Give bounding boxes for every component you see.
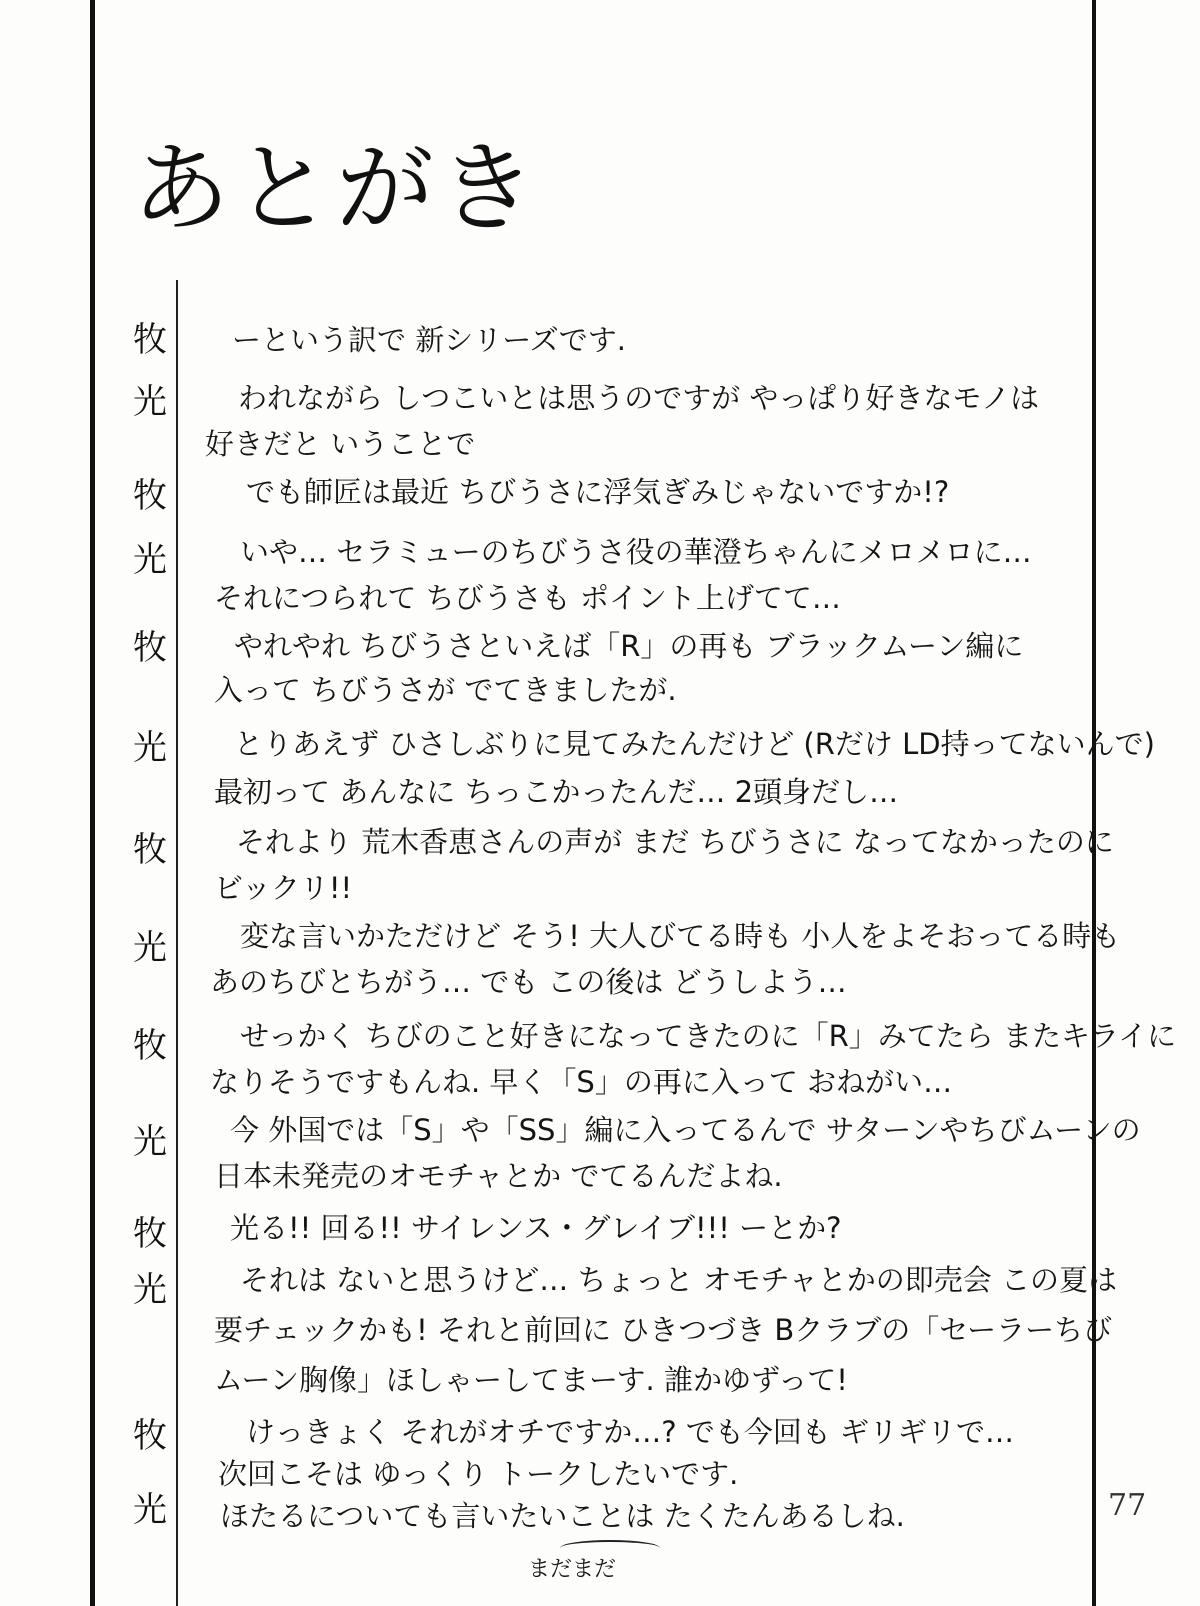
dialogue-line: ーという訳で 新シリーズです.: [232, 323, 626, 357]
dialogue-line: とりあえず ひさしぶりに見てみたんだけど (Rだけ LD持ってないんで): [234, 727, 1155, 761]
dialogue-line: 好きだと いうことで: [205, 427, 476, 461]
speaker-label: 牧: [133, 830, 167, 870]
dialogue-line: それは ないと思うけど… ちょっと オモチャとかの即売会 この夏は: [240, 1263, 1118, 1297]
dialogue-line: 日本未発売のオモチャとか でてるんだよね.: [214, 1159, 783, 1193]
speaker-divider-line: [176, 280, 178, 1606]
dialogue-line: せっかく ちびのこと好きになってきたのに「R」みてたら またキライに: [240, 1019, 1177, 1053]
dialogue-line: 次回こそは ゆっくり トークしたいです.: [218, 1457, 739, 1491]
dialogue-line: ムーン胸像」ほしゃーしてまーす. 誰かゆずって!: [214, 1363, 848, 1397]
speaker-label: 光: [133, 1490, 167, 1530]
speaker-label: 光: [133, 928, 167, 968]
speaker-label: 牧: [133, 628, 167, 668]
speaker-label: 牧: [133, 1026, 167, 1066]
speaker-label: 牧: [133, 1416, 167, 1456]
left-border-line: [90, 0, 95, 1606]
dialogue-line: われながら しつこいとは思うのですが やっぱり好きなモノは: [238, 381, 1040, 415]
dialogue-line: 最初って あんなに ちっこかったんだ… 2頭身だし…: [214, 775, 899, 809]
dialogue-line: 要チェックかも! それと前回に ひきつづき Bクラブの「セーラーちび: [214, 1313, 1113, 1347]
speaker-label: 光: [133, 540, 167, 580]
dialogue-line: いや… セラミューのちびうさ役の華澄ちゃんにメロメロに…: [240, 535, 1032, 569]
speaker-label: 牧: [133, 320, 167, 360]
dialogue-line: それにつられて ちびうさも ポイント上げてて…: [214, 581, 841, 615]
dialogue-line: やれやれ ちびうさといえば「R」の再も ブラックムーン編に: [234, 629, 1024, 663]
dialogue-line: ほたるについても言いたいことは たくたんあるしね.: [220, 1499, 905, 1533]
speaker-label: 光: [133, 382, 167, 422]
dialogue-line: それより 荒木香恵さんの声が まだ ちびうさに なってなかったのに: [236, 825, 1114, 859]
dialogue-line: あのちびとちがう… でも この後は どうしよう…: [210, 965, 847, 999]
right-border-line: [1092, 0, 1096, 1606]
dialogue-line: 入って ちびうさが でてきましたが.: [214, 673, 677, 707]
page-number: 77: [1108, 1488, 1147, 1523]
speaker-label: 光: [133, 1270, 167, 1310]
dialogue-line: なりそうですもんね. 早く「S」の再に入って おねがい…: [210, 1065, 953, 1099]
page-title: あとがき: [132, 132, 541, 246]
footnote-annotation: まだまだ: [528, 1557, 617, 1582]
dialogue-line: 光る!! 回る!! サイレンス・グレイブ!!! ーとか?: [230, 1211, 842, 1245]
dialogue-line: けっきょく それがオチですか…? でも今回も ギリギリで…: [246, 1415, 1015, 1449]
speaker-label: 光: [133, 728, 167, 768]
speaker-label: 牧: [133, 476, 167, 516]
speaker-label: 牧: [133, 1214, 167, 1254]
dialogue-line: でも師匠は最近 ちびうさに浮気ぎみじゃないですか!?: [246, 475, 950, 509]
dialogue-line: 今 外国では「S」や「SS」編に入ってるんで サターンやちびムーンの: [230, 1113, 1141, 1147]
speaker-label: 光: [133, 1122, 167, 1162]
dialogue-line: ビックリ!!: [214, 871, 353, 905]
dialogue-line: 変な言いかただけど そう! 大人びてる時も 小人をよそおってる時も: [240, 919, 1121, 953]
